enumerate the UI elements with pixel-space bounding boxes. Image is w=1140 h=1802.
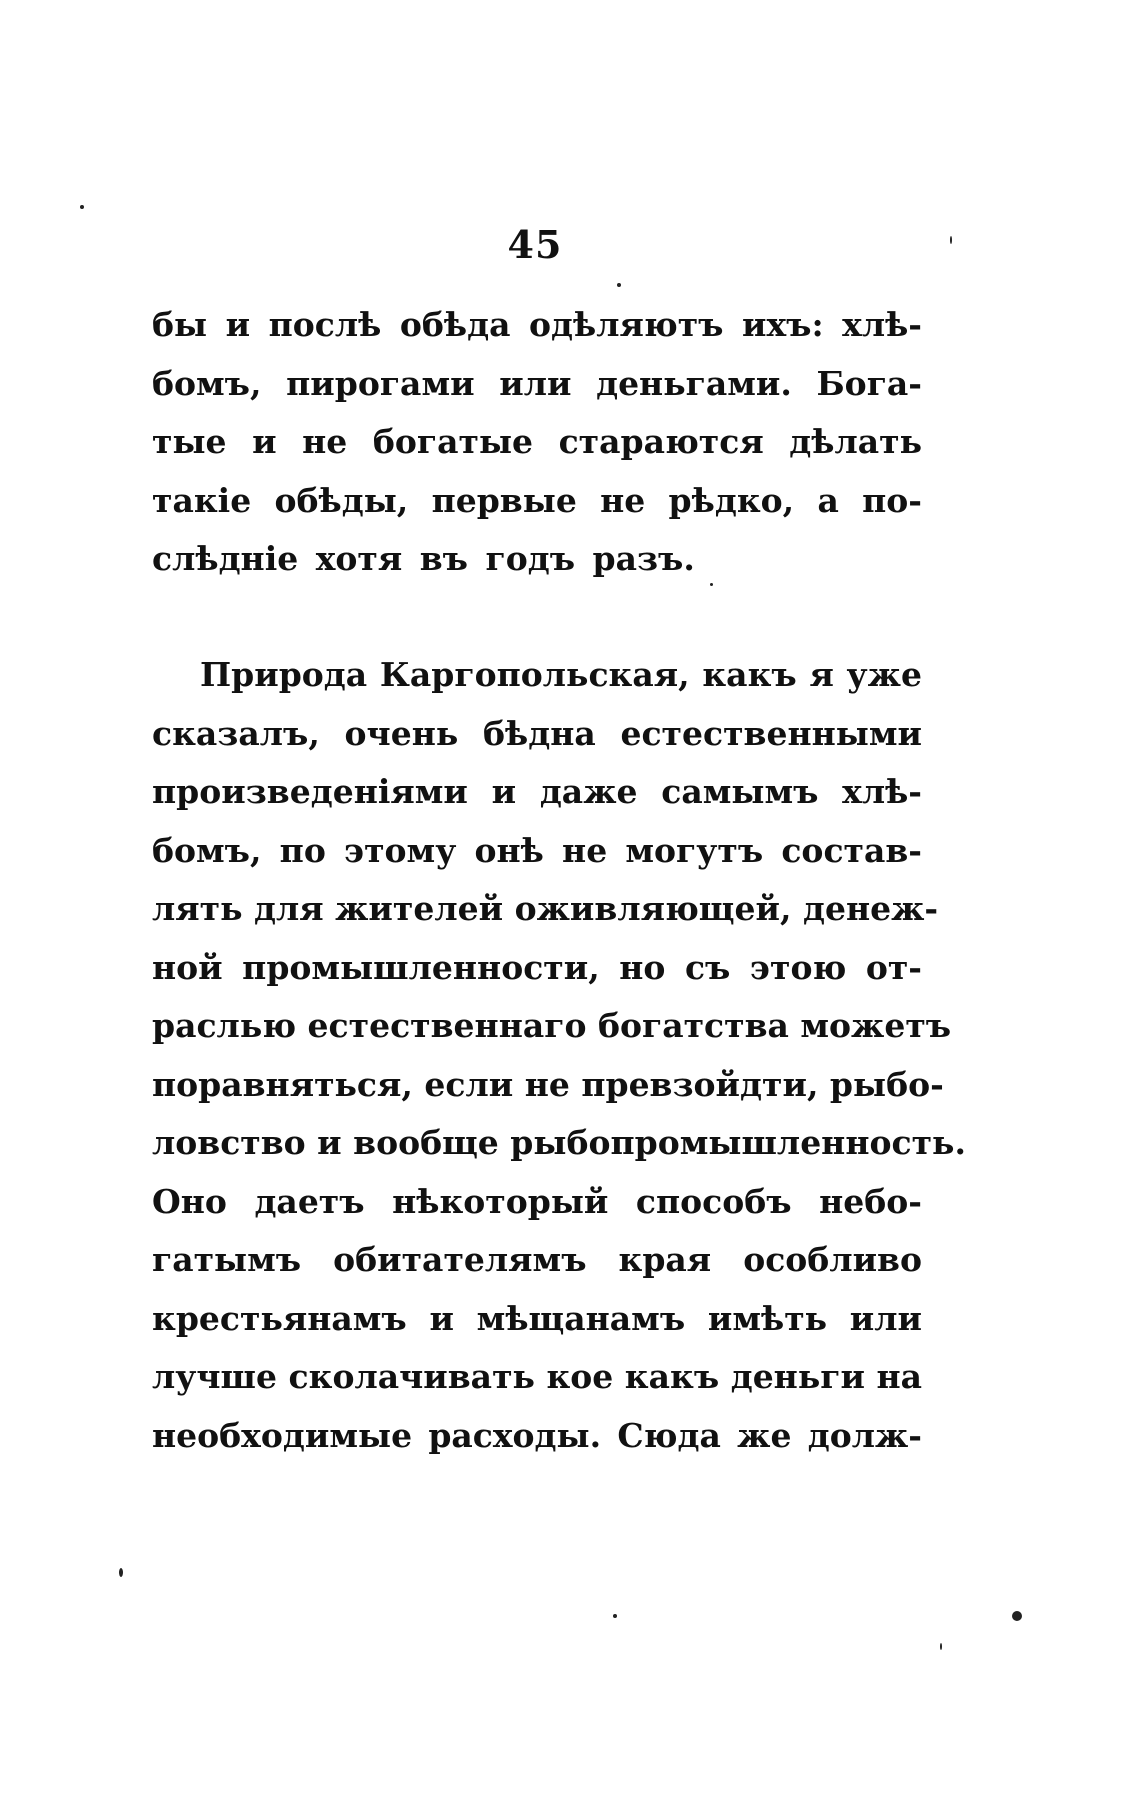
text-line: Природа Каргопольская, какъ я уже — [200, 655, 922, 694]
text-line: раслью естественнаго богатства можетъ — [152, 1006, 952, 1045]
text-line: лучше сколачивать кое какъ деньги на — [152, 1357, 922, 1396]
scan-speck — [119, 1568, 123, 1577]
scan-speck — [950, 236, 952, 244]
text-line: бомъ, по этому онѣ не могутъ состав- — [152, 830, 922, 870]
scan-speck — [617, 283, 621, 287]
scan-speck — [80, 205, 84, 209]
text-line: тые и не богатые стараются дѣлать — [152, 422, 922, 461]
text-line: такіе обѣды, первые не рѣдко, а по- — [152, 480, 922, 520]
paragraph-nature — [152, 646, 966, 1465]
scan-speck — [613, 1614, 617, 1618]
text-line: крестьянамъ и мѣщанамъ имѣть или — [152, 1298, 922, 1338]
scan-speck — [940, 1643, 942, 1650]
text-line: слѣдніе хотя въ годъ разъ. — [152, 539, 695, 578]
page-number: 45 — [507, 222, 563, 267]
text-line: лять для жителей оживляющей, денеж- — [152, 889, 939, 928]
text-line: бы и послѣ обѣда одѣляютъ ихъ: хлѣ- — [152, 305, 922, 344]
text-line: произведеніями и даже самымъ хлѣ- — [152, 772, 922, 811]
scan-speck — [710, 583, 713, 586]
text-line: бомъ, пирогами или деньгами. Бога- — [152, 363, 922, 403]
text-line: ной промышленности, но съ этою от- — [152, 947, 922, 987]
text-line: гатымъ обитателямъ края особливо — [152, 1240, 922, 1279]
text-line: поравняться, если не превзойдти, рыбо- — [152, 1064, 944, 1104]
text-line: Оно даетъ нѣкоторый способъ небо- — [152, 1181, 922, 1221]
scan-speck — [1012, 1611, 1022, 1621]
text-line: необходимые расходы. Сюда же долж- — [152, 1415, 922, 1455]
paragraph-continuation — [152, 296, 922, 589]
text-line: ловство и вообще рыбопромышленность. — [152, 1123, 966, 1162]
text-line: сказалъ, очень бѣдна естественными — [152, 713, 922, 753]
